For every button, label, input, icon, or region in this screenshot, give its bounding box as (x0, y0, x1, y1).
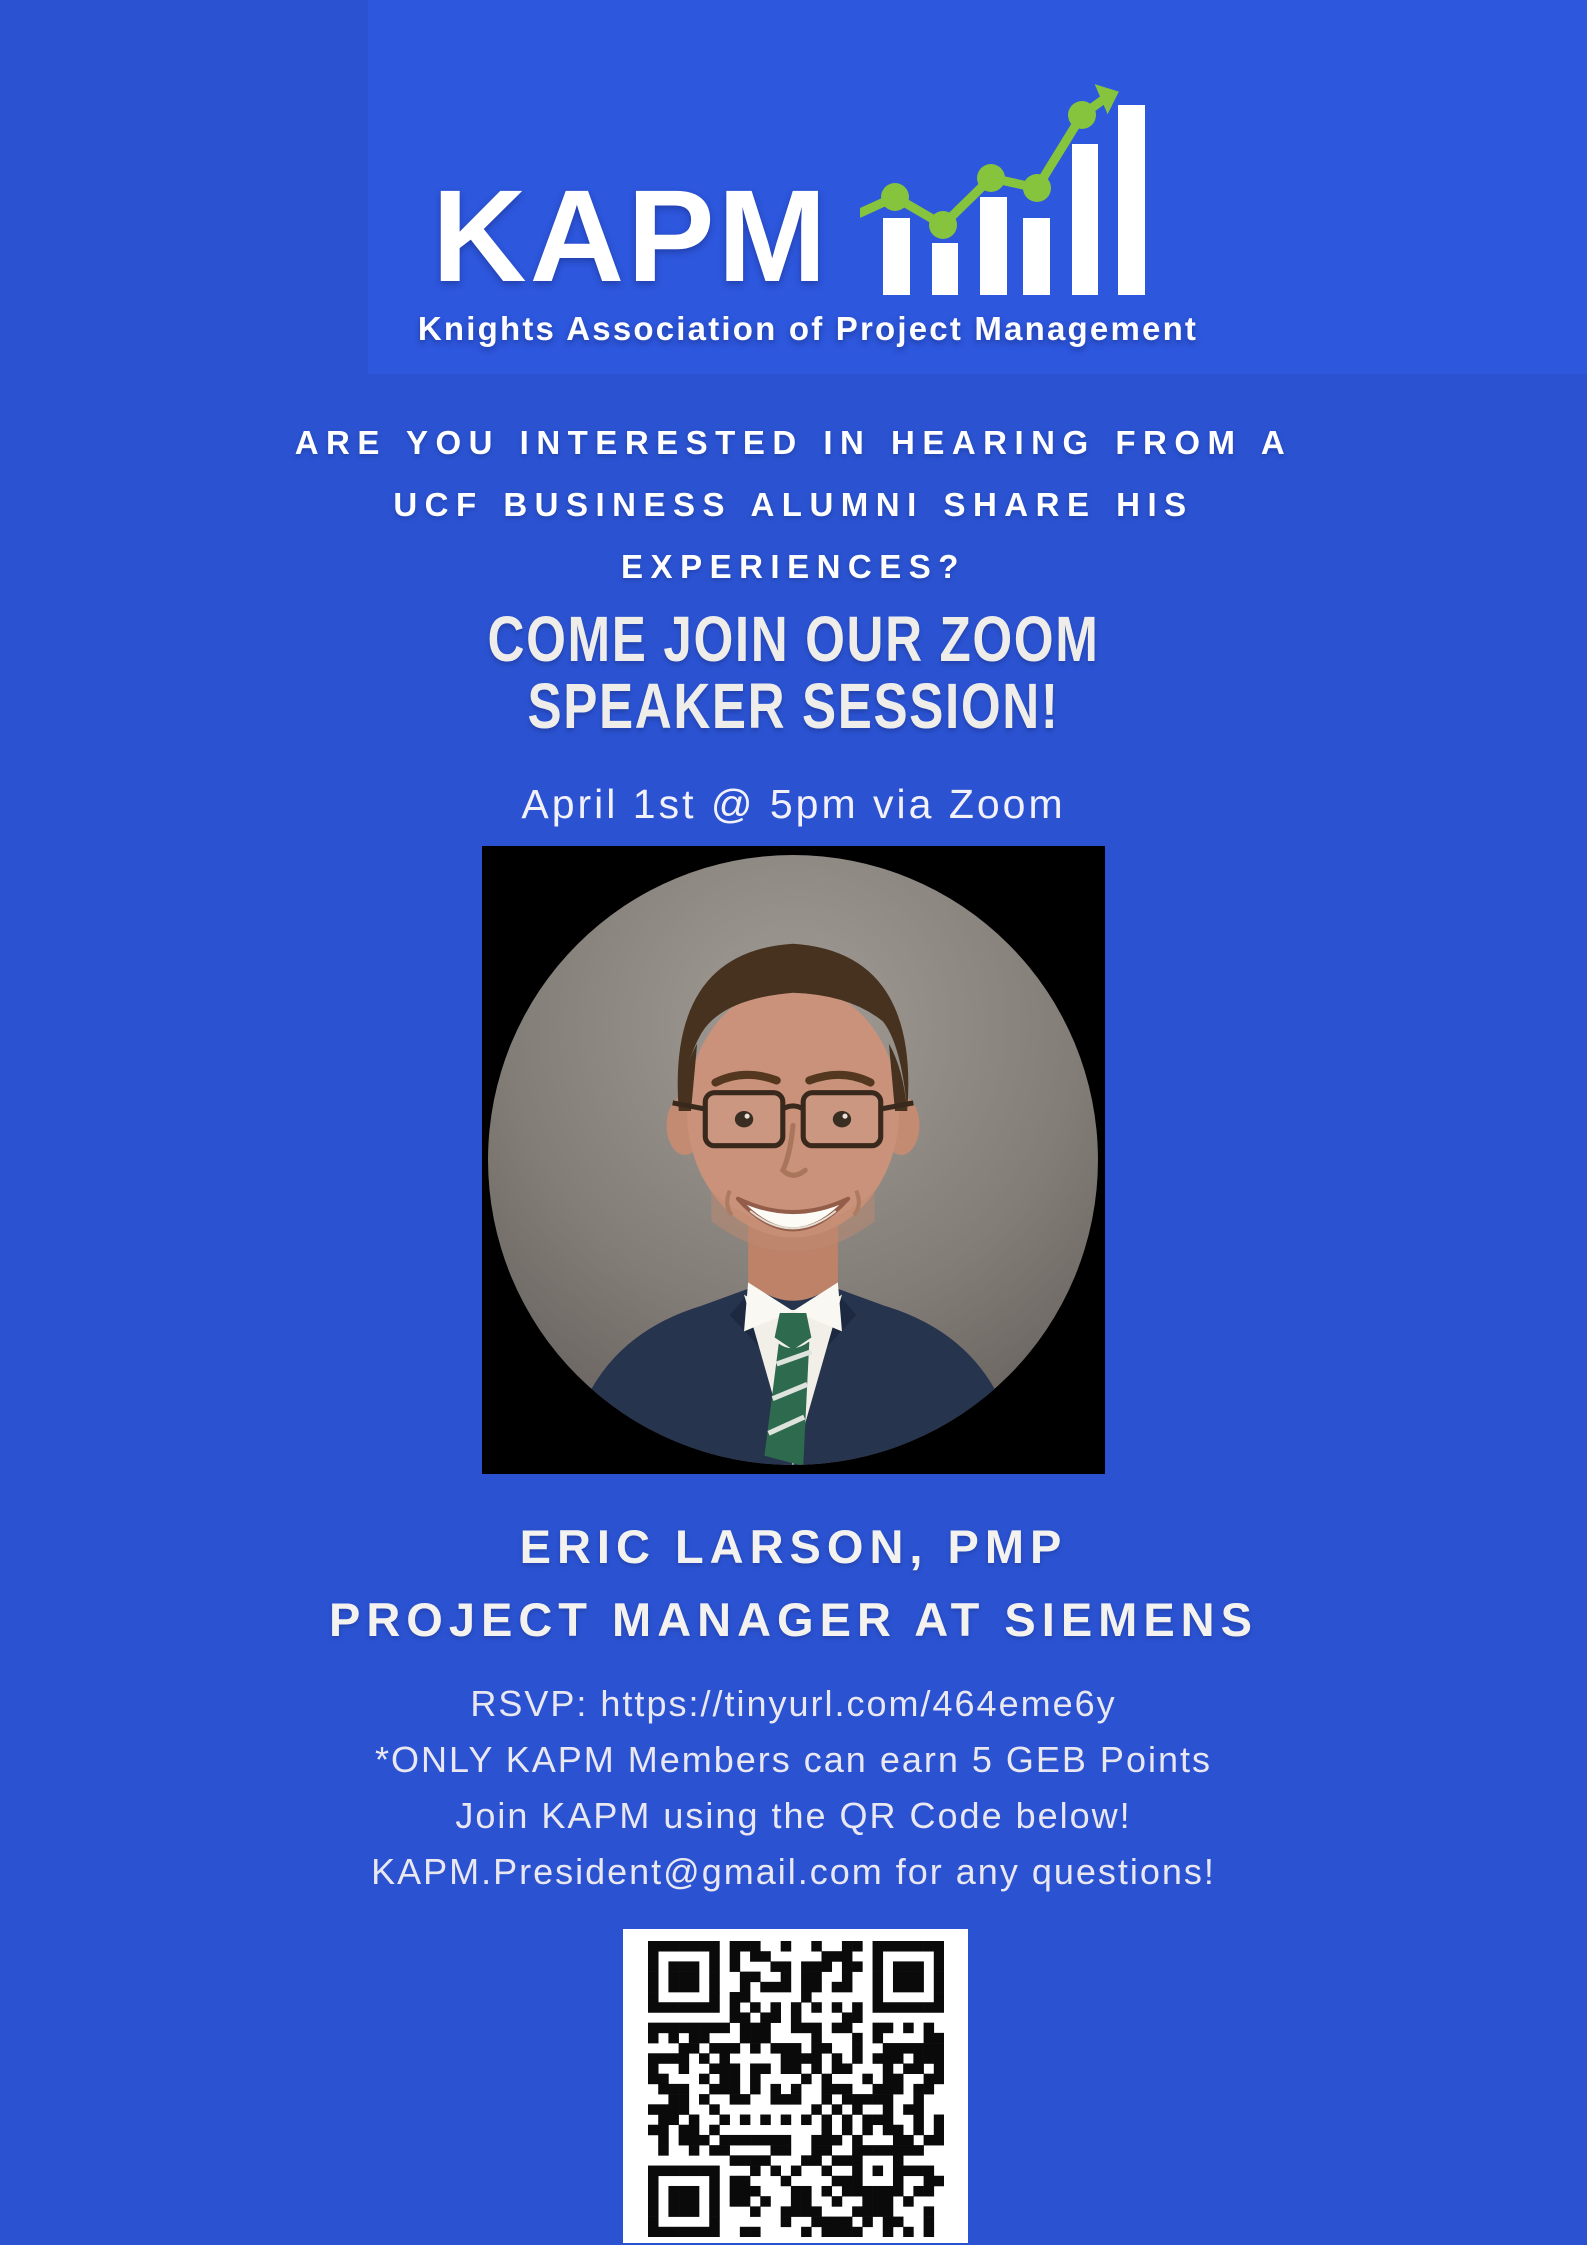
join-qr-note: Join KAPM using the QR Code below! (455, 1795, 1132, 1836)
headline-line-2: SPEAKER SESSION! (527, 670, 1060, 742)
kapm-logo (368, 0, 1248, 374)
speaker-photo (482, 846, 1105, 1474)
intro-line-3: EXPERIENCES? (621, 548, 966, 585)
event-headline (0, 603, 1587, 742)
qr-code-pattern (648, 1941, 944, 2237)
contact-email-text: KAPM.President@gmail.com for any questions! (371, 1851, 1216, 1892)
speaker-headshot-image (487, 854, 1099, 1466)
speaker-info (0, 1510, 1587, 1656)
intro-question (0, 412, 1587, 598)
growth-bar-chart-icon (860, 70, 1160, 310)
intro-line-2: UCF BUSINESS ALUMNI SHARE HIS (393, 486, 1194, 523)
speaker-title: PROJECT MANAGER AT SIEMENS (329, 1593, 1258, 1646)
event-details (0, 1676, 1587, 1900)
event-datetime: April 1st @ 5pm via Zoom (521, 781, 1066, 827)
kapm-logo-subtitle: Knights Association of Project Management (417, 310, 1199, 347)
rsvp-link-text: RSVP: https://tinyurl.com/464eme6y (470, 1683, 1117, 1724)
kapm-logo-acronym: KAPM (432, 162, 830, 309)
join-kapm-qr-code (623, 1929, 968, 2243)
speaker-name: ERIC LARSON, PMP (519, 1520, 1068, 1573)
intro-line-1: ARE YOU INTERESTED IN HEARING FROM A (294, 424, 1293, 461)
geb-points-note: *ONLY KAPM Members can earn 5 GEB Points (375, 1739, 1212, 1780)
headline-line-1: COME JOIN OUR ZOOM (487, 603, 1100, 675)
